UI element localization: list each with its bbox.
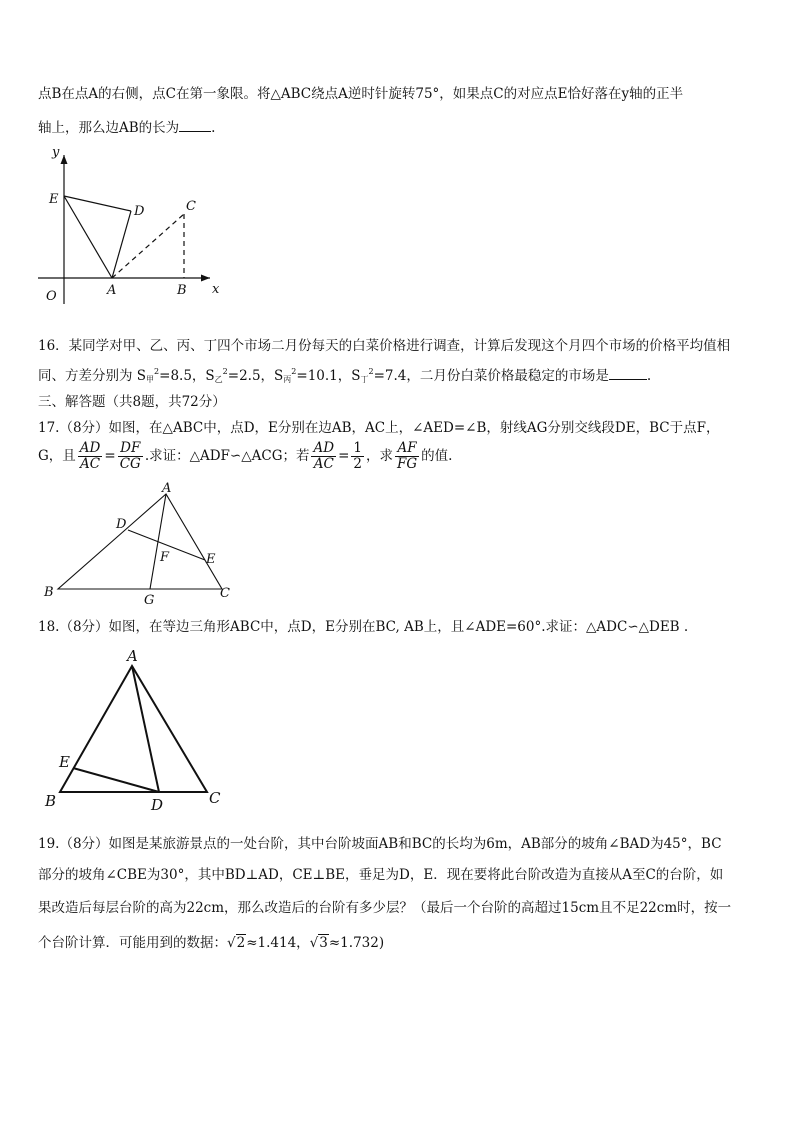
- q16-val-a: =8.5，S: [159, 368, 215, 384]
- label-F: F: [160, 550, 170, 565]
- q18-line1: 18.（8分）如图，在等边三角形ABC中，点D，E分别在BC, AB上，且∠ADE=60°.求证：△ADC∽△DEB .: [38, 619, 689, 635]
- sqrt-3: √3: [309, 935, 328, 951]
- label-E: E: [59, 753, 70, 771]
- sub-yi: 乙: [214, 375, 223, 384]
- q15-line1: 点B在点A的右侧，点C在第一象限。将△ABC绕点A逆时针旋转75°，如果点C的对应点E恰好落在y轴的正半: [38, 86, 684, 102]
- q19-line2: 部分的坡角∠CBE为30°，其中BD⊥AD，CE⊥BE，垂足为D，E．现在要将此台阶改造为直接从A至C的台阶，如: [38, 867, 724, 883]
- sqrt-2: √2: [227, 935, 246, 951]
- equals: =: [104, 448, 116, 464]
- q19-line4: [38, 931, 384, 951]
- sub-bing: 丙: [283, 375, 292, 384]
- fraction-ad-ac-2: $\frac{AD}{AC}$: [313, 440, 335, 472]
- label-C: C: [186, 199, 196, 214]
- fraction-one-half: $\frac{1}{2}$: [353, 440, 362, 472]
- fraction-df-cg: $\frac{DF}{CG}$: [119, 440, 141, 472]
- label-D: D: [116, 517, 127, 532]
- q19-v2: ≈1.414，: [246, 935, 310, 951]
- sup-2: 2: [368, 367, 374, 376]
- q17-line1: 17.（8分）如图，在△ABC中，点D，E分别在边AB，AC上，∠AED=∠B，射线AG分别交线段DE，BC于点F，: [38, 420, 720, 436]
- label-E: E: [49, 192, 59, 207]
- q16-val-d: =7.4，二月份白菜价格最稳定的市场是: [373, 368, 609, 384]
- sub-jia: 甲: [146, 375, 155, 384]
- label-A: A: [162, 481, 172, 496]
- fraction-af-fg: $\frac{AF}{FG}$: [396, 440, 418, 472]
- sub-ding: 丁: [360, 375, 369, 384]
- section-heading: 三、解答题（共8题，共72分）: [38, 394, 226, 410]
- q17-end: 的值.: [421, 448, 453, 464]
- equals: =: [338, 448, 350, 464]
- q19-v3: ≈1.732): [328, 935, 385, 951]
- label-A: A: [107, 283, 117, 298]
- q17-mid: .求证：△ADF∽△ACG；若: [144, 448, 310, 464]
- q15-line2-end: .: [211, 120, 216, 136]
- q19-line3: 果改造后每层台阶的高为22cm，那么改造后的台阶有多少层？（最后一个台阶的高超过15cm且不足22cm时，按一: [38, 900, 732, 916]
- q16-text-a: 同、方差分别为 S: [38, 368, 147, 384]
- q16-val-c: =10.1，S: [296, 368, 361, 384]
- label-E: E: [206, 552, 216, 567]
- q16-end: .: [646, 368, 652, 384]
- sup-2: 2: [154, 367, 160, 376]
- label-G: G: [144, 593, 155, 608]
- label-B: B: [45, 792, 57, 810]
- label-C: C: [209, 789, 221, 807]
- sup-2: 2: [222, 367, 228, 376]
- q17-g: G，且: [38, 448, 76, 464]
- q17-mid2: ，求: [365, 448, 393, 464]
- label-D: D: [151, 796, 164, 814]
- label-O: O: [46, 289, 57, 304]
- label-D: D: [134, 204, 145, 219]
- q15-line2-text: 轴上，那么边AB的长为: [38, 120, 180, 136]
- sup-2: 2: [291, 367, 297, 376]
- label-B: B: [177, 283, 187, 298]
- q16-line1: 16．某同学对甲、乙、丙、丁四个市场二月份每天的白菜价格进行调查，计算后发现这个月四个市场的价格平均值相: [38, 338, 731, 354]
- label-A: A: [127, 647, 138, 665]
- label-y: y: [52, 145, 60, 160]
- q19-data-label: 个台阶计算．可能用到的数据：: [38, 935, 227, 951]
- label-x: x: [212, 282, 220, 297]
- label-B: B: [44, 585, 54, 600]
- fraction-ad-ac: $\frac{AD}{AC}$: [79, 440, 101, 472]
- q19-line1: 19.（8分）如图是某旅游景点的一处台阶，其中台阶坡面AB和BC的长均为6m，AB部分的坡角∠BAD为45°，BC: [38, 836, 722, 852]
- q16-val-b: =2.5，S: [227, 368, 284, 384]
- label-C: C: [220, 586, 230, 601]
